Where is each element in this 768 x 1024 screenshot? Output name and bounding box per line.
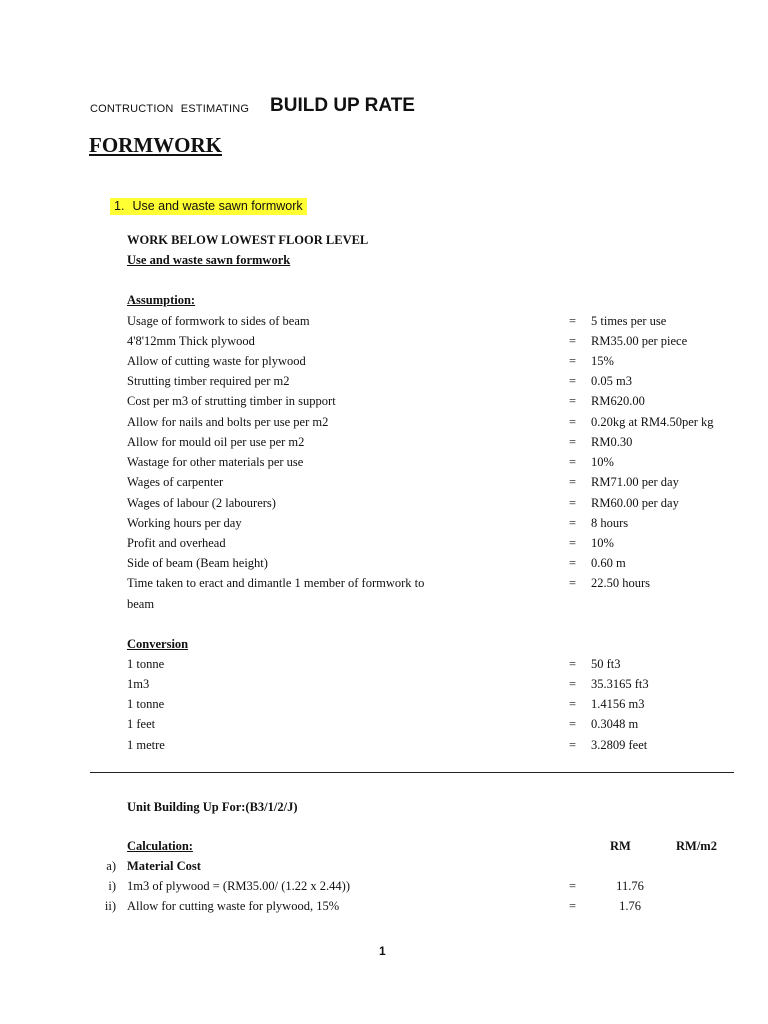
- row-equals: =: [569, 496, 577, 510]
- group-title: Material Cost: [127, 859, 201, 873]
- row-value: 0.20kg at RM4.50per kg: [591, 415, 714, 429]
- row-label: Wages of carpenter: [127, 475, 224, 489]
- calc-group-header: [80, 859, 680, 879]
- assumption-row: [127, 394, 727, 414]
- row-value: 50 ft3: [591, 657, 621, 671]
- conversion-row: [127, 717, 727, 737]
- horizontal-divider: [90, 772, 734, 773]
- assumption-row: [127, 536, 727, 556]
- calc-row: [80, 879, 680, 899]
- assumption-row: [127, 455, 727, 475]
- row-equals: =: [569, 738, 577, 752]
- row-equals: =: [569, 717, 577, 731]
- section-number: 1.: [114, 199, 125, 213]
- row-label: Allow for nails and bolts per use per m2: [127, 415, 329, 429]
- row-label-continuation: beam: [127, 597, 155, 611]
- row-description: 1m3 of plywood = (RM35.00/ (1.22 x 2.44)): [127, 879, 351, 893]
- page-number: 1: [379, 944, 386, 958]
- row-value: RM60.00 per day: [591, 496, 679, 510]
- document-subject: CONTRUCTION ESTIMATING: [90, 103, 250, 115]
- conversion-row: [127, 738, 727, 758]
- row-roman: i): [108, 879, 116, 893]
- row-equals: =: [569, 576, 577, 590]
- assumption-row: [127, 415, 727, 435]
- row-value: 1.4156 m3: [591, 697, 645, 711]
- row-value: RM35.00 per piece: [591, 334, 688, 348]
- row-value: 0.3048 m: [591, 717, 639, 731]
- row-label: 1 metre: [127, 738, 165, 752]
- row-equals: =: [569, 516, 577, 530]
- row-value: 10%: [591, 536, 614, 550]
- row-label: Strutting timber required per m2: [127, 374, 290, 388]
- assumption-heading: Assumption:: [127, 293, 196, 307]
- section-heading: [110, 198, 307, 215]
- row-label: Time taken to eract and dimantle 1 member of formwork to: [127, 576, 425, 590]
- page-heading: FORMWORK: [89, 133, 222, 157]
- row-equals: =: [569, 334, 577, 348]
- row-equals: =: [569, 879, 577, 893]
- row-label: 1 tonne: [127, 657, 165, 671]
- group-letter: a): [106, 859, 116, 873]
- row-label: 1m3: [127, 677, 150, 691]
- row-value: RM0.30: [591, 435, 633, 449]
- row-roman: ii): [104, 899, 116, 913]
- assumption-row: [127, 314, 727, 334]
- row-label: Working hours per day: [127, 516, 242, 530]
- row-equals: =: [569, 354, 577, 368]
- row-label: Profit and overhead: [127, 536, 226, 550]
- assumption-row: [127, 576, 727, 596]
- row-label: Wages of labour (2 labourers): [127, 496, 276, 510]
- row-label: Allow for mould oil per use per m2: [127, 435, 305, 449]
- row-value: 10%: [591, 455, 614, 469]
- row-equals: =: [569, 314, 577, 328]
- assumption-row: [127, 435, 727, 455]
- conversion-row: [127, 677, 727, 697]
- row-description: Allow for cutting waste for plywood, 15%: [127, 899, 340, 913]
- row-equals: =: [569, 899, 577, 913]
- assumption-row: [127, 516, 727, 536]
- row-value: 35.3165 ft3: [591, 677, 649, 691]
- section-title: Use and waste sawn formwork: [132, 199, 303, 213]
- work-subtitle: Use and waste sawn formwork: [127, 253, 291, 267]
- column-header-rm: RM: [610, 839, 631, 853]
- row-label: Allow of cutting waste for plywood: [127, 354, 306, 368]
- row-value: 0.60 m: [591, 556, 626, 570]
- assumption-row: [127, 556, 727, 576]
- work-title: WORK BELOW LOWEST FLOOR LEVEL: [127, 233, 369, 247]
- row-value: 5 times per use: [591, 314, 667, 328]
- row-equals: =: [569, 536, 577, 550]
- row-value: RM620.00: [591, 394, 645, 408]
- row-label: Side of beam (Beam height): [127, 556, 268, 570]
- row-value: 15%: [591, 354, 614, 368]
- column-header-rm-per-m2: RM/m2: [676, 839, 717, 853]
- row-equals: =: [569, 677, 577, 691]
- assumption-row: [127, 475, 727, 495]
- row-label: 1 tonne: [127, 697, 165, 711]
- row-equals: =: [569, 657, 577, 671]
- row-equals: =: [569, 556, 577, 570]
- row-label: Wastage for other materials per use: [127, 455, 304, 469]
- row-value: 0.05 m3: [591, 374, 632, 388]
- row-equals: =: [569, 374, 577, 388]
- assumption-row: [127, 334, 727, 354]
- row-value: 3.2809 feet: [591, 738, 648, 752]
- row-value: RM71.00 per day: [591, 475, 679, 489]
- row-equals: =: [569, 475, 577, 489]
- document-title: BUILD UP RATE: [270, 95, 415, 116]
- assumption-row: [127, 354, 727, 374]
- row-equals: =: [569, 697, 577, 711]
- row-amount: 1.76: [619, 899, 641, 913]
- calculation-heading: Calculation:: [127, 839, 193, 853]
- row-label: Usage of formwork to sides of beam: [127, 314, 310, 328]
- row-equals: =: [569, 394, 577, 408]
- conversion-heading: Conversion: [127, 637, 189, 651]
- row-amount: 11.76: [616, 879, 644, 893]
- conversion-row: [127, 697, 727, 717]
- assumption-row: [127, 496, 727, 516]
- row-value: 22.50 hours: [591, 576, 651, 590]
- unit-building-heading: Unit Building Up For:(B3/1/2/J): [127, 800, 298, 814]
- row-equals: =: [569, 415, 577, 429]
- row-equals: =: [569, 455, 577, 469]
- row-label: 4'8'12mm Thick plywood: [127, 334, 255, 348]
- row-equals: =: [569, 435, 577, 449]
- row-label: Cost per m3 of strutting timber in support: [127, 394, 336, 408]
- conversion-row: [127, 657, 727, 677]
- row-label: 1 feet: [127, 717, 156, 731]
- calc-row: [80, 899, 680, 919]
- row-value: 8 hours: [591, 516, 629, 530]
- assumption-row: [127, 374, 727, 394]
